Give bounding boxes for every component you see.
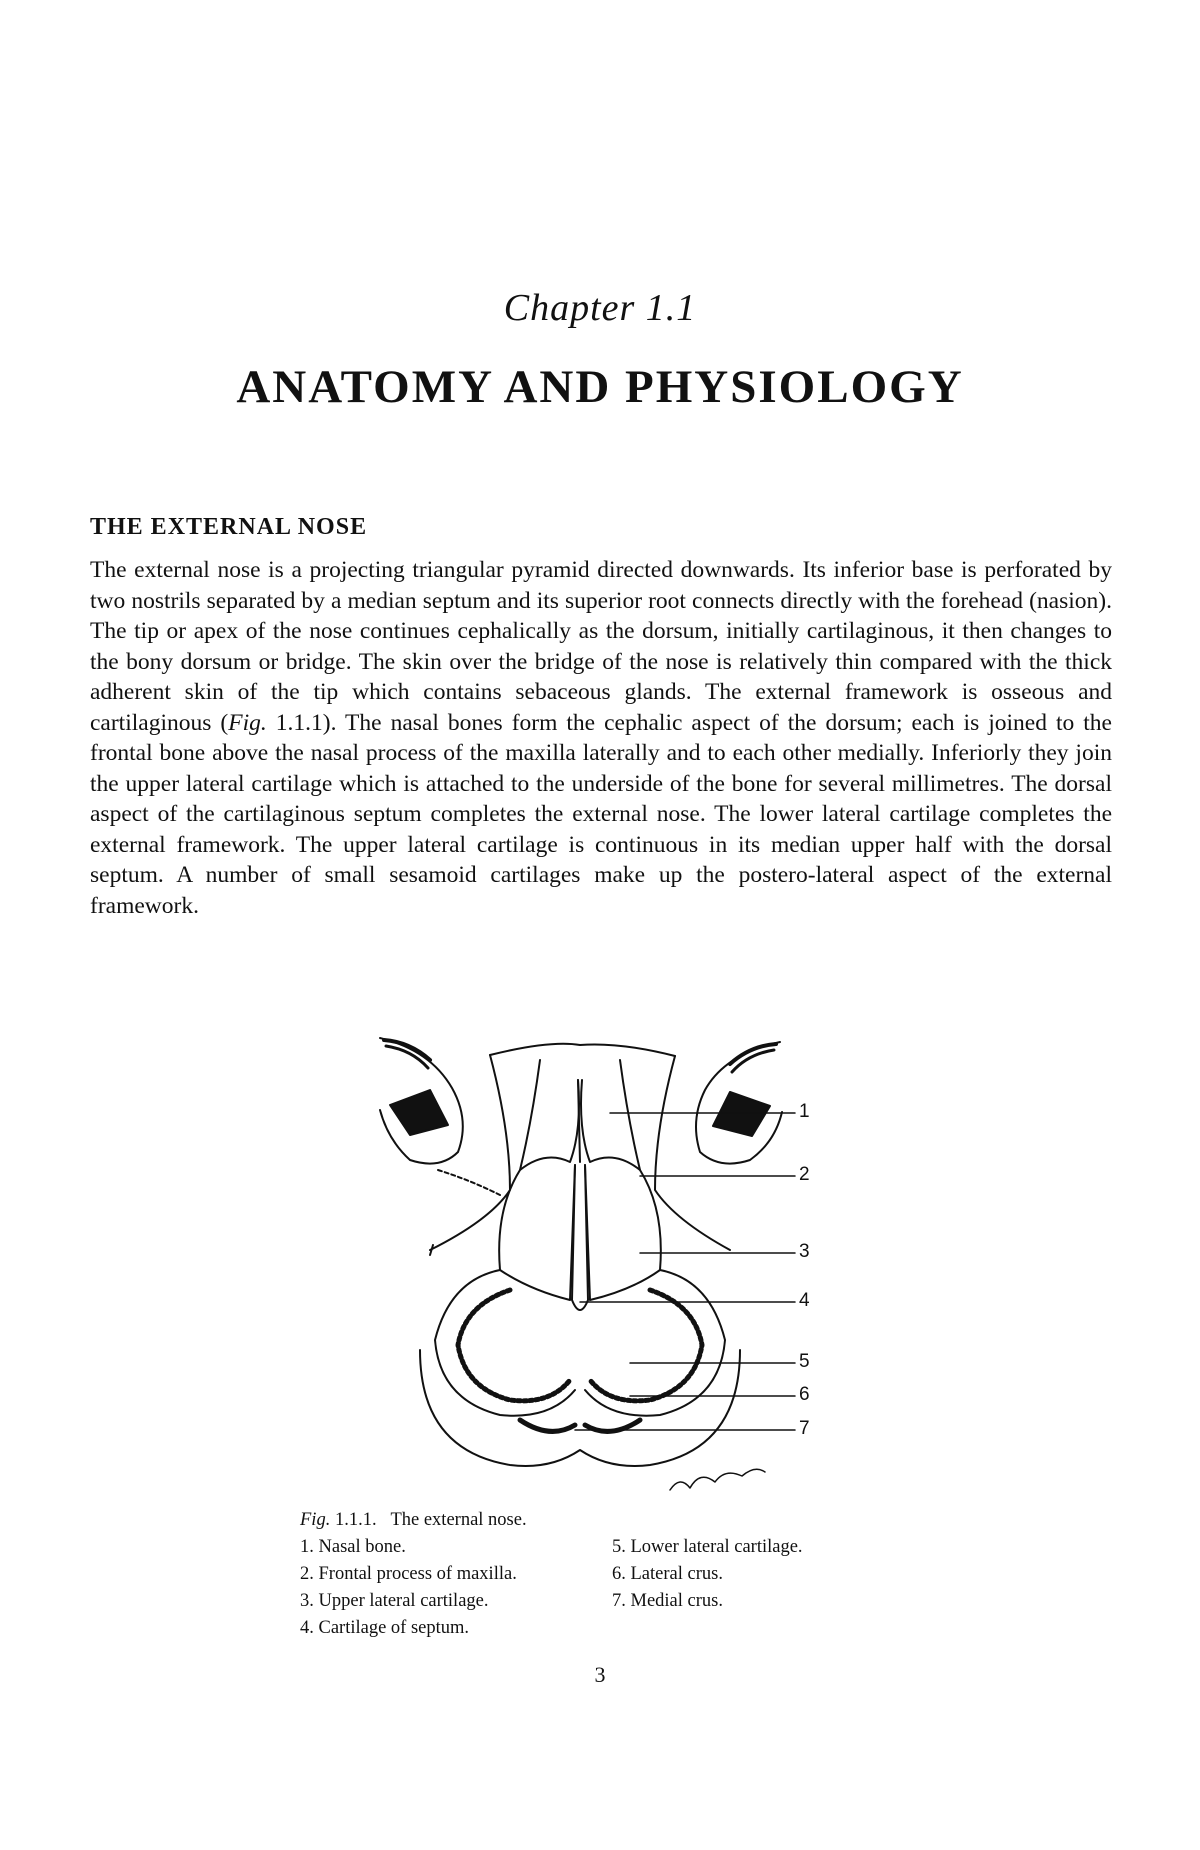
paragraph-text-before: The external nose is a projecting triangular pyramid directed downwards. Its inferior base is perforated by two nostrils separated by a median septum and its superior root connects directly with the forehead (nasion). The tip or apex of the nose continues cephalically as the dorsum, initially cartilaginous, it then changes to the bony dorsum or bridge. The skin over the bridge of the nose is relatively thin compared with the thick adherent skin of the tip which contains sebaceous glands. The external framework is osseous and cartilaginous ( [90, 557, 1112, 736]
caption-fig-prefix: Fig. [300, 1510, 331, 1530]
chapter-heading: Chapter 1.1 [503, 287, 697, 329]
section-heading: THE EXTERNAL NOSE [90, 514, 368, 540]
figure-label-4: 4 [799, 1290, 810, 1311]
figure-caption-title [300, 1510, 527, 1531]
page-title: ANATOMY AND PHYSIOLOGY [236, 361, 964, 413]
caption-item: 5. Lower lateral cartilage. [612, 1537, 803, 1557]
caption-fig-title: The external nose. [390, 1510, 527, 1530]
figure-label-7: 7 [799, 1418, 810, 1439]
septal-cartilage [572, 1165, 588, 1310]
artist-signature [670, 1469, 765, 1490]
body-paragraph [90, 555, 1112, 921]
left-orbit-shadow [390, 1090, 448, 1135]
figure-label-3: 3 [799, 1241, 810, 1262]
figure-label-6: 6 [799, 1384, 810, 1405]
paragraph-text-after: 1.1.1). The nasal bones form the cephalic aspect of the dorsum; each is joined to the frontal bone above the nasal process of the maxilla laterally and to each other medially. Inferiorly they join the upper lateral cartilage which is attached to the underside of the bone for several millimetres. The dorsal aspect of the cartilaginous septum completes the external nose. The lower lateral cartilage completes the external framework. The upper lateral cartilage is continuous in its median upper half with the dorsal septum. A number of small sesamoid cartilages make up the postero-lateral aspect of the external framework. [90, 709, 1112, 919]
page-number: 3 [594, 1662, 606, 1687]
caption-item: 2. Frontal process of maxilla. [300, 1564, 517, 1584]
figure-label-2: 2 [799, 1164, 810, 1185]
caption-item: 1. Nasal bone. [300, 1537, 406, 1557]
caption-fig-number: 1.1.1. [334, 1510, 377, 1530]
caption-item: 3. Upper lateral cartilage. [300, 1591, 489, 1611]
nasal-bones [520, 1060, 579, 1170]
figure-label-1: 1 [799, 1101, 810, 1122]
caption-item: 6. Lateral crus. [612, 1564, 723, 1584]
left-nostril [520, 1420, 575, 1431]
figure-reference: Fig. [228, 709, 267, 736]
caption-item: 7. Medial crus. [612, 1591, 723, 1611]
caption-item: 4. Cartilage of septum. [300, 1618, 470, 1638]
nose-anatomy-illustration [370, 1020, 830, 1520]
right-orbit-shadow [713, 1092, 770, 1136]
figure-label-5: 5 [799, 1351, 810, 1372]
